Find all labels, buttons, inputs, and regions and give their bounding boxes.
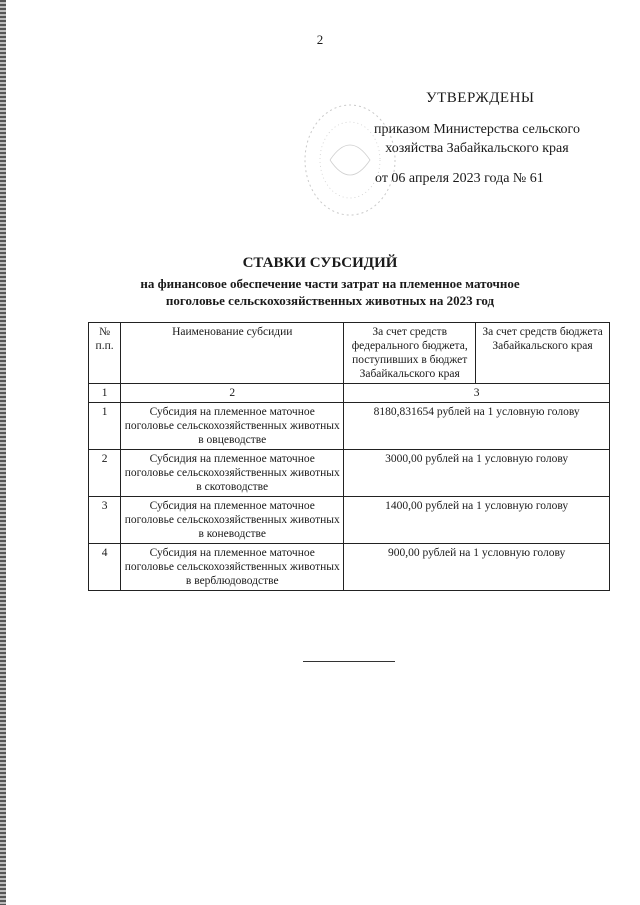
row-name: Субсидия на племенное маточное поголовье сельскохозяйственных животных в верблюдоводстве — [121, 544, 344, 591]
header-federal: За счет средств федерального бюджета, поступивших в бюджет Забайкальского края — [344, 323, 476, 384]
order-line-2: хозяйства Забайкальского края — [385, 141, 569, 156]
table-row — [89, 450, 610, 497]
header-regional: За счет средств бюджета Забайкальского края — [476, 323, 610, 384]
row-rate: 8180,831654 рублей на 1 условную голову — [344, 403, 610, 450]
document-title: СТАВКИ СУБСИДИЙ — [242, 255, 398, 271]
index-cell: 2 — [121, 384, 344, 403]
row-num: 3 — [89, 497, 121, 544]
subtitle-line-1: на финансовое обеспечение части затрат на племенное маточное — [140, 276, 520, 291]
row-rate: 900,00 рублей на 1 условную голову — [344, 544, 610, 591]
row-num: 4 — [89, 544, 121, 591]
table-row — [89, 403, 610, 450]
table-row — [89, 497, 610, 544]
page-number: 2 — [316, 32, 324, 47]
scan-edge — [0, 0, 6, 905]
row-name: Субсидия на племенное маточное поголовье сельскохозяйственных животных в скотоводстве — [121, 450, 344, 497]
index-row — [89, 384, 610, 403]
index-cell: 1 — [89, 384, 121, 403]
document-subtitle — [90, 275, 570, 309]
subtitle-line-2: поголовье сельскохозяйственных животных на 2023 год — [165, 293, 495, 308]
order-date: от 06 апреля 2023 года № 61 — [375, 171, 544, 186]
row-rate: 1400,00 рублей на 1 условную голову — [344, 497, 610, 544]
header-num: № п.п. — [89, 323, 121, 384]
index-cell: 3 — [344, 384, 610, 403]
order-reference — [352, 120, 602, 158]
row-num: 2 — [89, 450, 121, 497]
row-name: Субсидия на племенное маточное поголовье сельскохозяйственных животных в коневодстве — [121, 497, 344, 544]
header-name: Наименование субсидии — [121, 323, 344, 384]
row-num: 1 — [89, 403, 121, 450]
subsidy-rates-table — [88, 322, 610, 591]
table-header-row — [89, 323, 610, 384]
row-name: Субсидия на племенное маточное поголовье сельскохозяйственных животных в овцеводстве — [121, 403, 344, 450]
order-line-1: приказом Министерства сельского — [374, 122, 580, 137]
table-row — [89, 544, 610, 591]
approved-heading: УТВЕРЖДЕНЫ — [426, 90, 535, 106]
row-rate: 3000,00 рублей на 1 условную голову — [344, 450, 610, 497]
end-rule-divider — [303, 661, 395, 662]
